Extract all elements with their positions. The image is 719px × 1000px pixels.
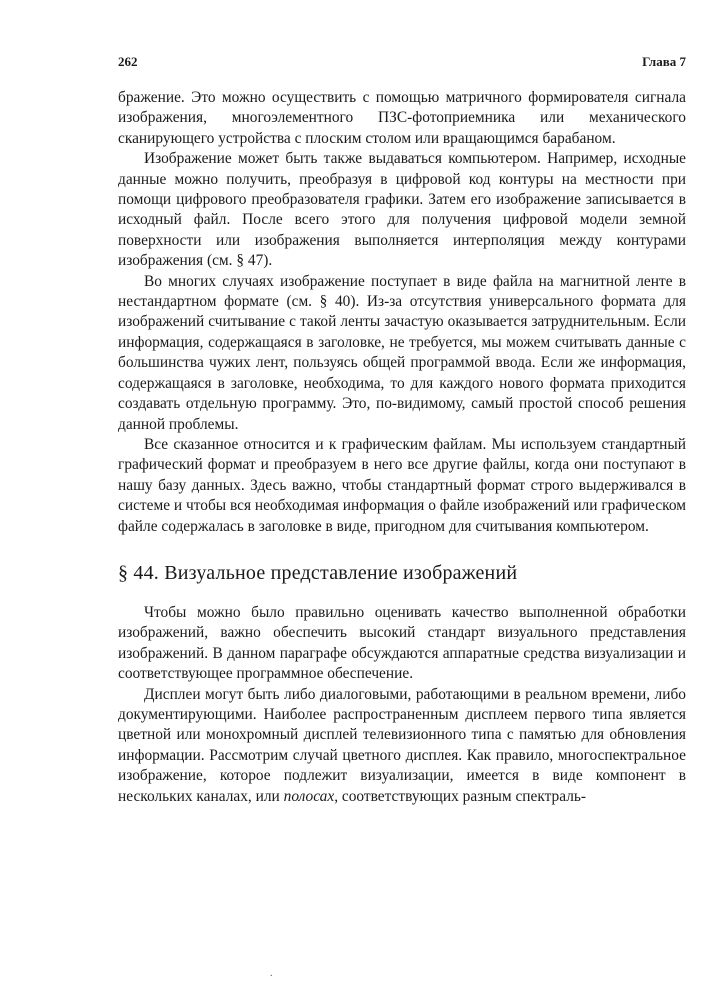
paragraph-6-tail: , соответствующих разным спектраль- [334, 787, 587, 805]
paragraph-6-text: Дисплеи могут быть либо диалоговыми, работающими в реальном времени, либо документирующими. Наиболее распространенным дисплеем первого типа является цветной или монохромный дисплей телевизионного типа с памятью для обновления информации. Рассмотрим случай цветного дисплея. Как правило, многоспектральное изображение, которое подлежит визуализации, имеется в виде компонент в нескольких каналах, или [118, 685, 686, 805]
page-speck: . [270, 968, 273, 979]
page-number: 262 [118, 54, 138, 69]
italic-term: полосах [283, 787, 335, 805]
chapter-label: Глава 7 [642, 54, 686, 69]
paragraph-1: бражение. Это можно осуществить с помощью матричного формирователя сигнала изображения, многоэлементного ПЗС-фотоприемника или механического сканирующего устройства с плоским столом или вращающимся барабаном. [118, 89, 686, 147]
running-head [118, 54, 686, 70]
paragraph-4: Все сказанное относится и к графическим файлам. Мы используем стандартный графический формат и преобразуем в него все другие файлы, когда они поступают в нашу базу данных. Здесь важно, чтобы стандартный формат строго выдерживался в системе и чтобы вся необходимая информация о файле изображений или графическом файле содержалась в заголовке в виде, пригодном для считывания компьютером. [118, 435, 686, 535]
section-heading: § 44. Визуальное представление изображений [118, 561, 518, 584]
paragraph-5: Чтобы можно было правильно оценивать качество выполненной обработки изображений, важно обеспечить высокий стандарт визуального представления изображений. В данном параграфе обсуждаются аппаратные средства визуализации и соответствующее программное обеспечение. [118, 603, 686, 683]
page-body [118, 88, 686, 807]
paragraph-6 [118, 685, 686, 807]
paragraph-3: Во многих случаях изображение поступает в виде файла на магнитной ленте в нестандартном формате (см. § 40). Из-за отсутствия универсального формата для изображений считывание с такой ленты зачастую оказывается затруднительным. Если информация, содержащаяся в заголовке, не требуется, мы можем считывать данные с большинства чужих лент, пользуясь общей программой ввода. Если же информация, содержащаяся в заголовке, необходима, то для каждого нового формата приходится создавать отдельную программу. Это, по-видимому, самый простой способ решения данной проблемы. [118, 272, 686, 433]
paragraph-2: Изображение может быть также выдаваться компьютером. Например, исходные данные можно получить, преобразуя в цифровой код контуры на местности при помощи цифрового преобразователя графики. Затем его изображение записывается в исходный файл. После всего этого для получения цифровой модели земной поверхности или изображения выполняется интерполяция между контурами изображения (см. § 47). [118, 150, 686, 270]
